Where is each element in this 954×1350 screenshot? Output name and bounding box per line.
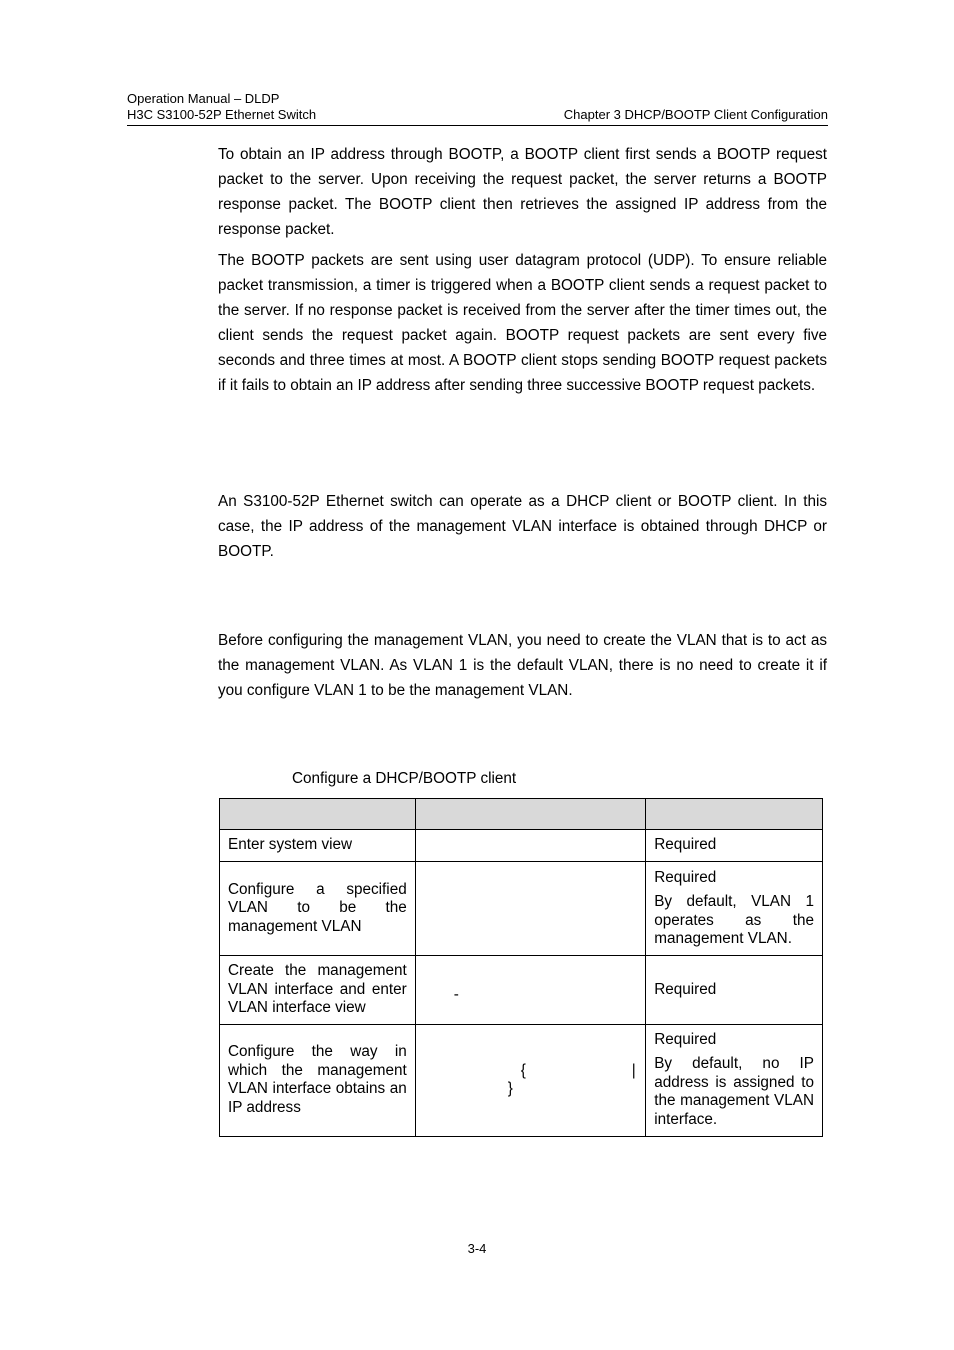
table-row xyxy=(220,830,823,862)
table-row xyxy=(220,956,823,1025)
description-required: Required xyxy=(654,836,717,854)
operation-cell: Configure the way in which the management VLAN interface obtains an IP address xyxy=(220,1024,416,1136)
table-caption: Configure a DHCP/BOOTP client xyxy=(292,770,517,787)
brace-close: } xyxy=(507,1080,513,1097)
command-syntax-line-2 xyxy=(424,1080,637,1098)
command-hyphen: - xyxy=(453,985,459,1003)
description-required: Required xyxy=(654,1030,717,1048)
table-row xyxy=(220,1024,823,1136)
description-cell xyxy=(646,1024,823,1136)
command-syntax-line-1 xyxy=(424,1062,637,1080)
description-cell xyxy=(646,862,823,956)
paragraph-bootp-udp: The BOOTP packets are sent using user datagram protocol (UDP). To ensure reliable packet transmission, a timer is triggered when a BOOTP client sends a request packet to the server. If no response packet is received from the server after the timer times out, the client sends the request packet again. BOOTP request packets are sent every five seconds and three times at most. A BOOTP client stops sending BOOTP request packets if it fails to obtain an IP address after sending three successive BOOTP request packets. xyxy=(218,252,827,394)
header-left xyxy=(127,91,316,123)
table-header-row xyxy=(220,799,823,830)
command-cell xyxy=(415,830,645,862)
header-command xyxy=(415,799,645,830)
command-cell xyxy=(415,956,645,1025)
choice-separator: | xyxy=(631,1062,636,1079)
page-header xyxy=(127,91,828,126)
header-operation xyxy=(220,799,416,830)
command-cell xyxy=(415,862,645,956)
chapter-title: Chapter 3 DHCP/BOOTP Client Configuration xyxy=(563,107,828,122)
configuration-table xyxy=(219,798,823,1137)
operation-cell: Enter system view xyxy=(220,830,416,862)
paragraph-management-vlan: Before configuring the management VLAN, you need to create the VLAN that is to act as the management VLAN. As VLAN 1 is the default VLAN, there is no need to create it if you configure VLAN 1 to be the management VLAN. xyxy=(218,632,827,699)
operation-cell: Configure a specified VLAN to be the management VLAN xyxy=(220,862,416,956)
description-default: By default, VLAN 1 operates as the management VLAN. xyxy=(654,893,814,947)
description-default: By default, no IP address is assigned to the management VLAN interface. xyxy=(654,1055,814,1128)
brace-open: { xyxy=(520,1062,526,1079)
header-description xyxy=(646,799,823,830)
paragraph-switch-client: An S3100-52P Ethernet switch can operate as a DHCP client or BOOTP client. In this case, the IP address of the management VLAN interface is obtained through DHCP or BOOTP. xyxy=(218,493,827,560)
description-cell xyxy=(646,830,823,862)
description-cell xyxy=(646,956,823,1025)
product-name: H3C S3100-52P Ethernet Switch xyxy=(127,107,317,122)
table-row xyxy=(220,862,823,956)
command-cell xyxy=(415,1024,645,1136)
description-required: Required xyxy=(654,980,717,998)
manual-title: Operation Manual – DLDP xyxy=(127,91,280,106)
description-required: Required xyxy=(654,868,717,886)
operation-cell: Create the management VLAN interface and enter VLAN interface view xyxy=(220,956,416,1025)
paragraph-bootp-process: To obtain an IP address through BOOTP, a BOOTP client first sends a BOOTP request packet to the server. Upon receiving the request packet, the server returns a BOOTP response packet. The BOOTP client then retrieves the assigned IP address from the response packet. xyxy=(218,146,827,238)
page-number: 3-4 xyxy=(467,1241,487,1256)
